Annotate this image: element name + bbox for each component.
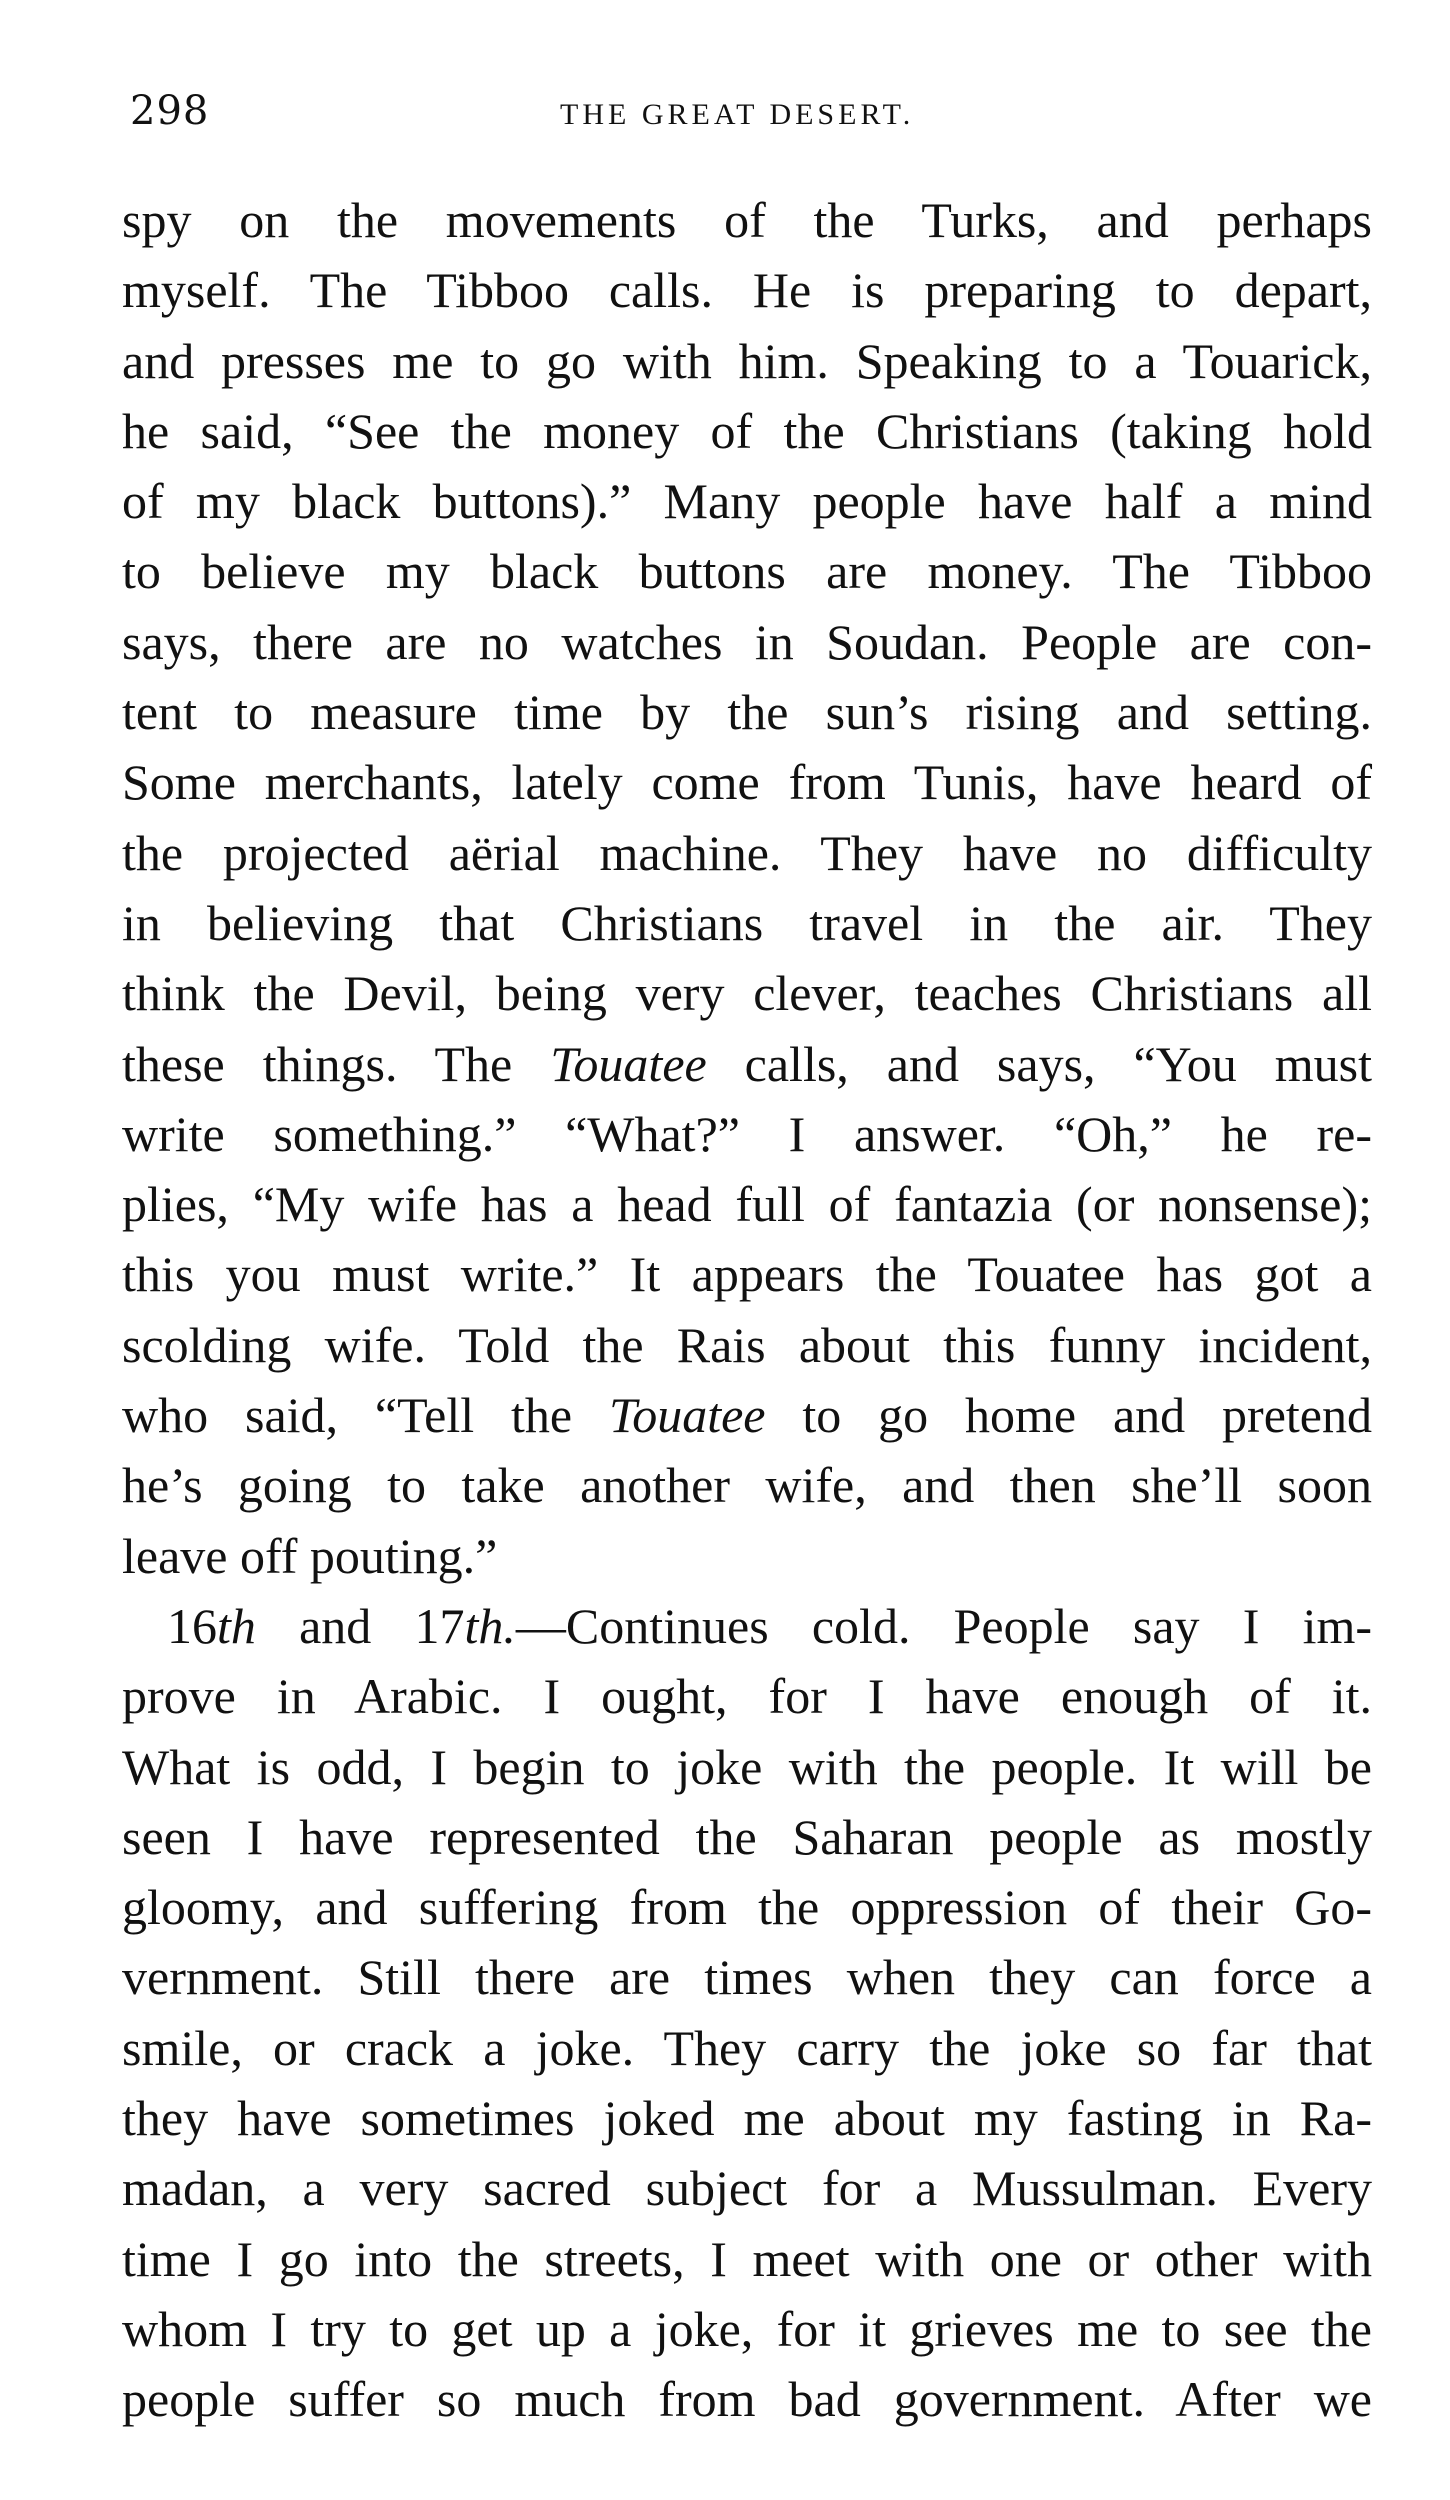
page-number: 298 [130, 88, 210, 134]
text-line: says, there are no watches in Soudan. People are con- [122, 613, 1372, 670]
text-line: who said, “Tell the Touatee to go home and pretend [122, 1387, 1372, 1444]
text-line: and presses me to go with him. Speaking to a Touarick, [122, 332, 1372, 389]
text-line: 16th and 17th.—Continues cold. People say I im- [167, 1597, 1373, 1654]
text-line: tent to measure time by the sun’s rising and setting. [122, 684, 1372, 741]
text-line: prove in Arabic. I ought, for I have enough of it. [122, 1668, 1372, 1725]
text-line: these things. The Touatee calls, and says, “You must [122, 1035, 1372, 1092]
text-line: myself. The Tibboo calls. He is preparing to depart, [122, 262, 1372, 319]
text-line: he said, “See the money of the Christians (taking hold [122, 402, 1372, 459]
text-line: vernment. Still there are times when they can force a [122, 1949, 1372, 2006]
body-text [122, 185, 1372, 2435]
text-line: write something.” “What?” I answer. “Oh,” he re- [122, 1105, 1372, 1162]
text-line: smile, or crack a joke. They carry the joke so far that [122, 2019, 1372, 2076]
text-line: to believe my black buttons are money. The Tibboo [122, 543, 1372, 600]
text-line: time I go into the streets, I meet with one or other with [122, 2230, 1372, 2287]
italic-name: Touatee [550, 1035, 707, 1092]
text-line: scolding wife. Told the Rais about this funny incident, [122, 1316, 1372, 1373]
text-line: this you must write.” It appears the Touatee has got a [122, 1246, 1372, 1303]
text-line: he’s going to take another wife, and then she’ll soon [122, 1457, 1372, 1514]
text-line: of my black buttons).” Many people have half a mind [122, 473, 1372, 530]
italic-suffix: th. [464, 1597, 516, 1654]
text-line: seen I have represented the Saharan people as mostly [122, 1808, 1372, 1865]
text-line: whom I try to get up a joke, for it grieves me to see the [122, 2300, 1372, 2357]
text-line: gloomy, and suffering from the oppression of their Go- [122, 1879, 1372, 1936]
text-line: spy on the movements of the Turks, and perhaps [122, 192, 1372, 248]
text-line: people suffer so much from bad government. After we [122, 2371, 1372, 2428]
text-line: madan, a very sacred subject for a Mussulman. Every [122, 2160, 1372, 2217]
text-line: leave off pouting.” [122, 1527, 498, 1584]
italic-suffix: th [217, 1597, 256, 1654]
text-line: they have sometimes joked me about my fasting in Ra- [122, 2090, 1372, 2147]
text-line: What is odd, I begin to joke with the people. It will be [122, 1738, 1372, 1795]
running-head [130, 88, 1330, 148]
text-line: Some merchants, lately come from Tunis, have heard of [122, 754, 1372, 811]
text-line: think the Devil, being very clever, teaches Christians all [122, 965, 1372, 1022]
text-line: the projected aërial machine. They have no difficulty [122, 824, 1372, 881]
running-title: THE GREAT DESERT. [560, 98, 915, 131]
text-line: plies, “My wife has a head full of fantazia (or nonsense); [122, 1176, 1372, 1233]
italic-name: Touatee [608, 1387, 766, 1444]
text-line: in believing that Christians travel in the air. They [122, 894, 1372, 951]
